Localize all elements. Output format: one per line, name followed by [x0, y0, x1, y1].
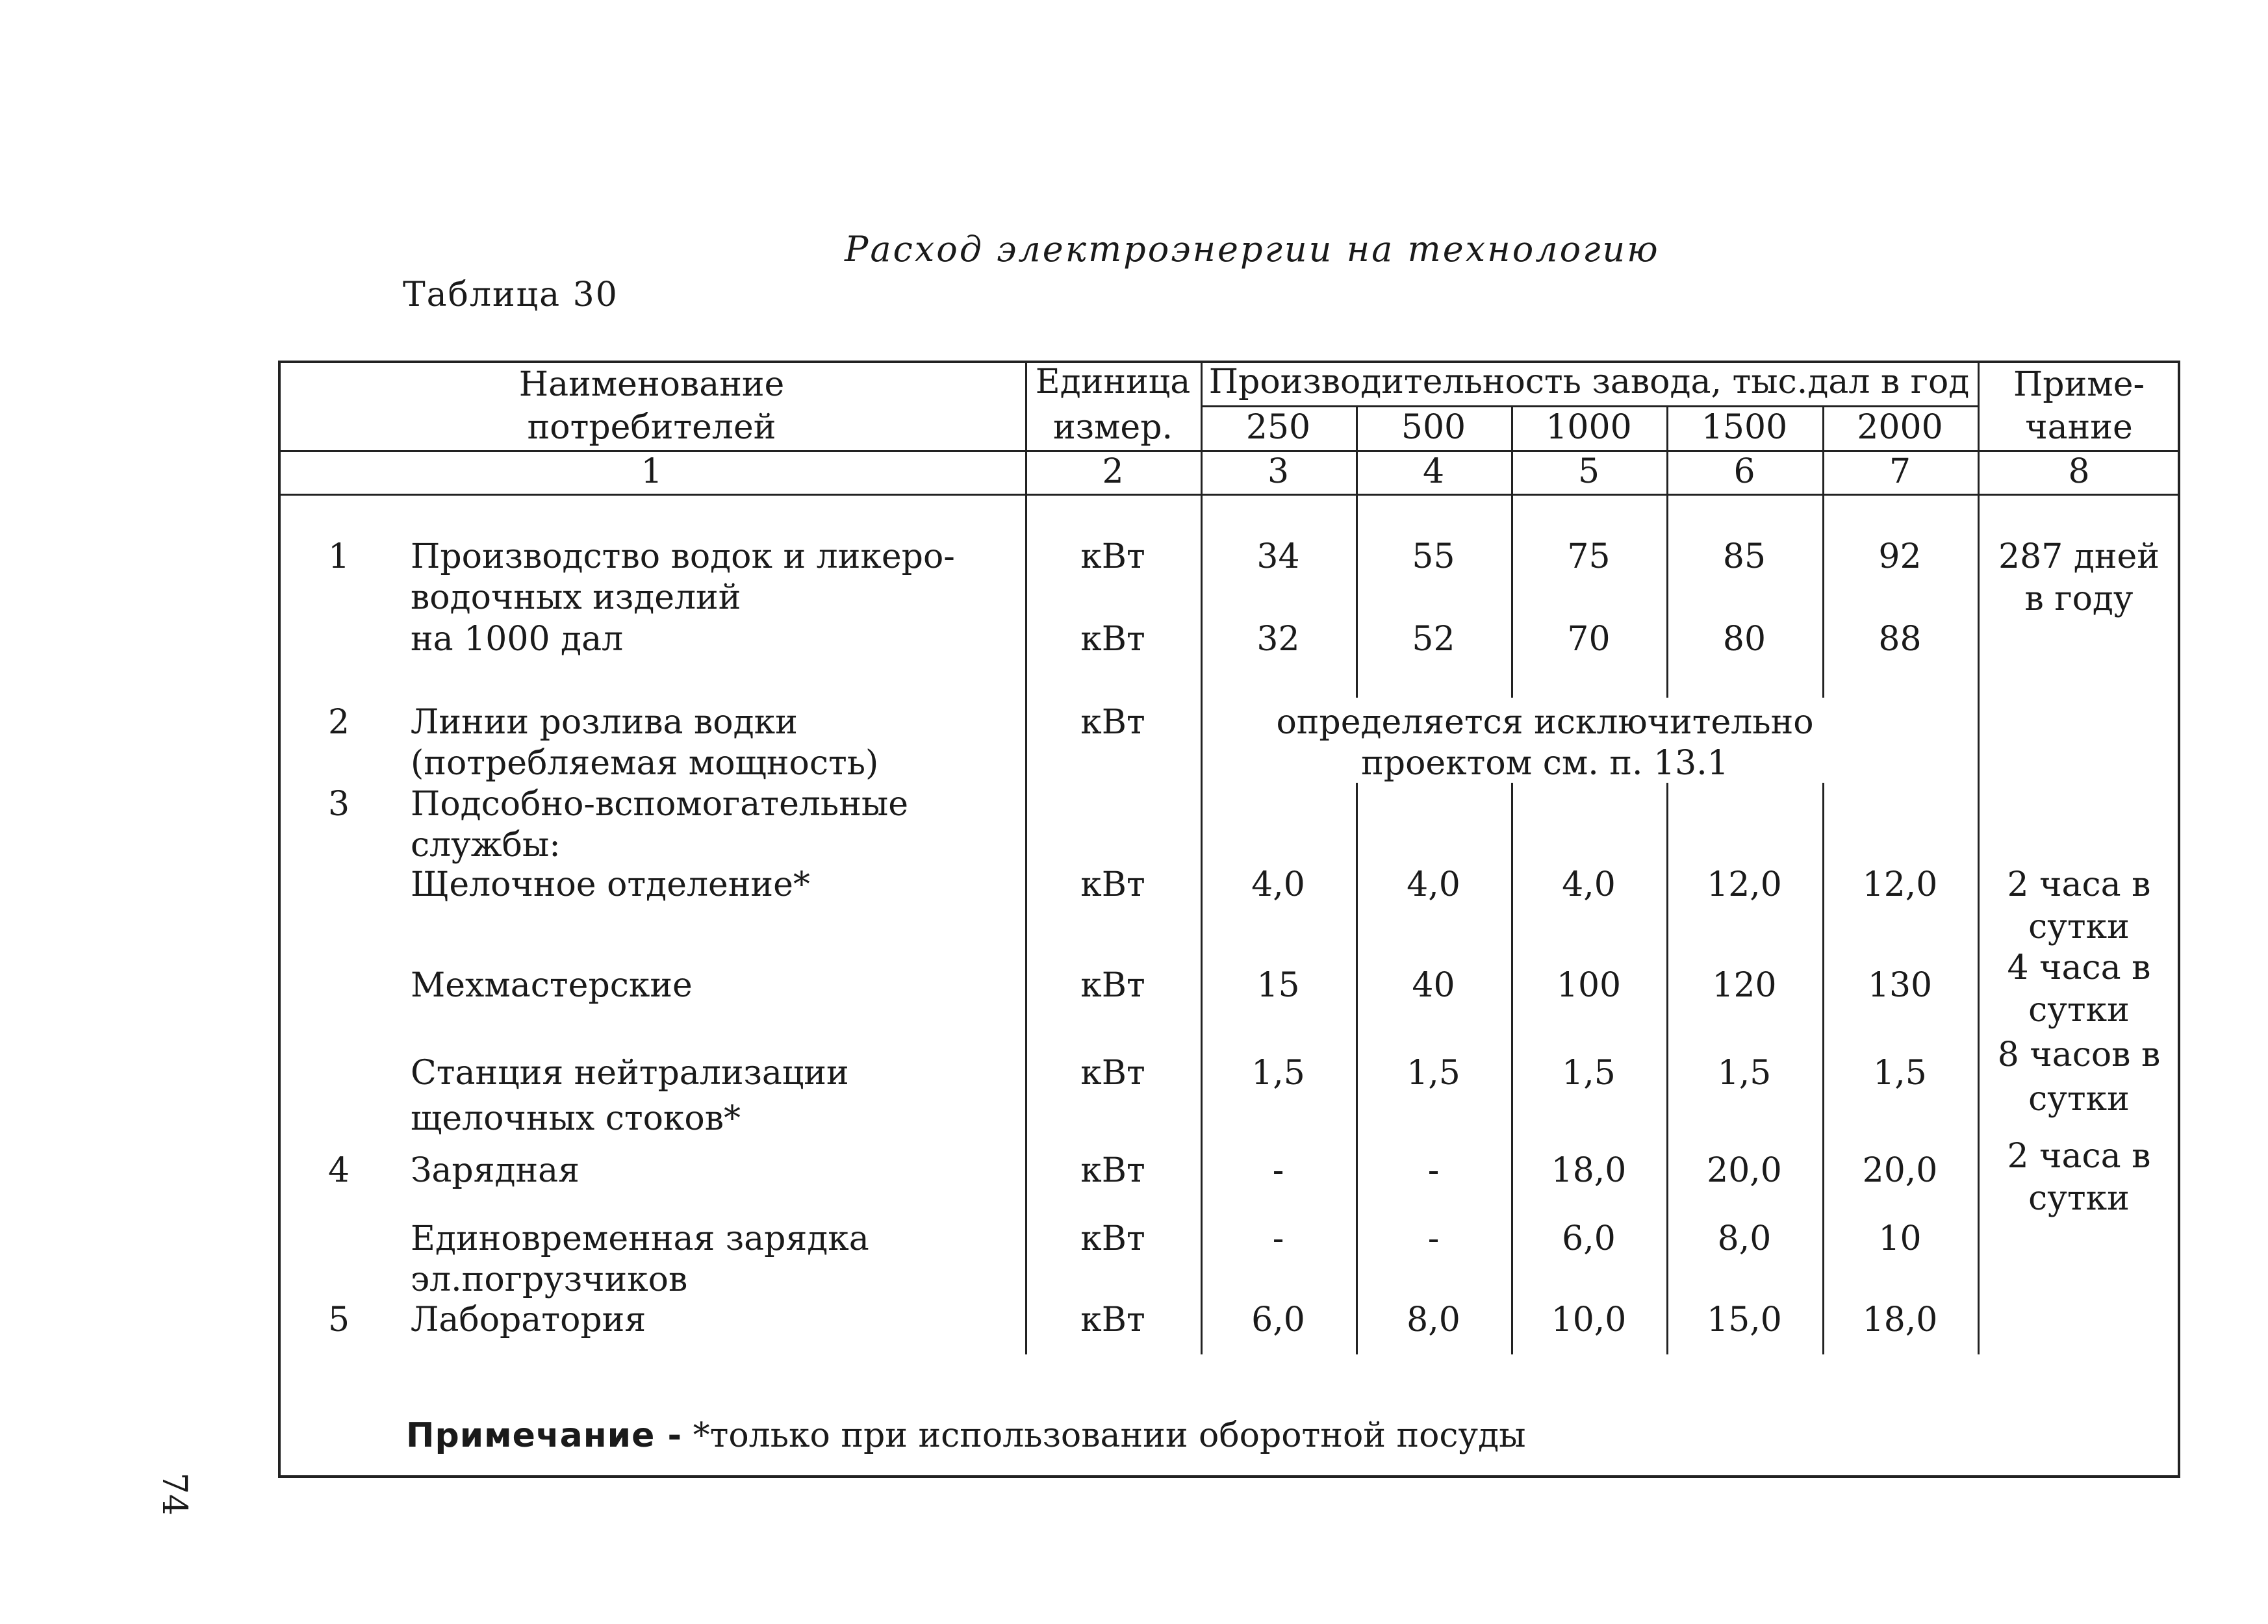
row-name-line: Станция нейтрализации [411, 1054, 849, 1093]
row-note-line: в году [2024, 579, 2134, 618]
row-note-line: сутки [2028, 1179, 2130, 1218]
footnote-text: *только при использовании оборотной посуды [693, 1416, 1526, 1455]
row-unit: кВт [1080, 865, 1145, 904]
row-value-250: 4,0 [1251, 865, 1305, 904]
header-unit-line1: Единица [1035, 362, 1191, 401]
row-note-line: сутки [2028, 907, 2130, 946]
row-value-1000: 10,0 [1551, 1300, 1627, 1339]
header-capacity-250: 250 [1245, 408, 1311, 447]
row-value-1500: 12,0 [1707, 865, 1782, 904]
row-span-text: проектом см. п. 13.1 [1361, 744, 1729, 783]
header-rule-bottom [278, 494, 2180, 496]
row-value-1000: 75 [1567, 537, 1611, 576]
col-number-2: 2 [1102, 452, 1124, 491]
row-note-line: 4 часа в [2007, 948, 2151, 987]
row-value-1000: 18,0 [1551, 1151, 1627, 1190]
header-capacity-2000: 2000 [1857, 408, 1943, 447]
row-value-1500: 20,0 [1707, 1151, 1782, 1190]
row-value-1000: 4,0 [1562, 865, 1616, 904]
row-value-500: 1,5 [1407, 1054, 1460, 1093]
row-value-500: - [1427, 1219, 1440, 1258]
row-value-1000: 70 [1567, 620, 1611, 659]
row-note-line: сутки [2028, 1080, 2130, 1119]
col-number-3: 3 [1267, 452, 1290, 491]
row-note-line: сутки [2028, 991, 2130, 1030]
col-divider-unit [1201, 361, 1203, 1354]
row-span-text: определяется исключительно [1276, 703, 1814, 742]
row-value-250: - [1272, 1151, 1284, 1190]
row-number: 1 [328, 537, 350, 576]
row-value-1000: 100 [1556, 966, 1622, 1005]
col-number-7: 7 [1889, 452, 1911, 491]
row-value-2000: 12,0 [1862, 865, 1938, 904]
row-name-line: на 1000 дал [411, 620, 624, 659]
row-value-250: - [1272, 1219, 1284, 1258]
row-name-line: Мехмастерские [411, 966, 693, 1005]
row-name-line: щелочных стоков* [411, 1099, 741, 1138]
header-capacity-1000: 1000 [1546, 408, 1632, 447]
row-note-line: 8 часов в [1997, 1035, 2161, 1074]
table-caption: Расход электроэнергии на технологию [845, 229, 1660, 270]
row-number: 5 [328, 1300, 350, 1339]
row-value-500: - [1427, 1151, 1440, 1190]
header-capacity-1500: 1500 [1701, 408, 1788, 447]
footnote-label: Примечание - [406, 1416, 683, 1455]
header-unit-line2: измер. [1052, 408, 1173, 447]
row-value-500: 4,0 [1407, 865, 1460, 904]
row-value-2000: 10 [1878, 1219, 1922, 1258]
header-capacity-500: 500 [1401, 408, 1466, 447]
col-number-4: 4 [1422, 452, 1445, 491]
row-name-line: Щелочное отделение* [411, 865, 810, 904]
row-name-line: Производство водок и ликеро- [411, 537, 955, 576]
row-unit: кВт [1080, 703, 1145, 742]
row-value-1000: 6,0 [1562, 1219, 1616, 1258]
row-value-1500: 120 [1712, 966, 1777, 1005]
table-label: Таблица 30 [403, 275, 618, 314]
row-name-line: Единовременная зарядка [411, 1219, 869, 1258]
row-value-500: 52 [1412, 620, 1455, 659]
row-value-1500: 1,5 [1717, 1054, 1772, 1093]
row-value-250: 6,0 [1251, 1300, 1305, 1339]
row-value-1500: 80 [1722, 620, 1766, 659]
row-value-500: 40 [1412, 966, 1455, 1005]
row-name-line: Подсобно-вспомогательные [411, 785, 909, 824]
row-value-250: 34 [1256, 537, 1300, 576]
header-name-line1: Наименование [518, 365, 785, 404]
col-number-6: 6 [1733, 452, 1755, 491]
header-capacity: Производительность завода, тыс.дал в год [1208, 362, 1970, 401]
row-name-line: эл.погрузчиков [411, 1260, 688, 1299]
row-name-line: водочных изделий [411, 578, 741, 617]
row-unit: кВт [1080, 620, 1145, 659]
row-value-500: 55 [1412, 537, 1455, 576]
header-note-line1: Приме- [2013, 365, 2145, 404]
row-unit: кВт [1080, 1054, 1145, 1093]
row-name-line: Лаборатория [411, 1300, 646, 1339]
row-number: 3 [328, 785, 350, 824]
footnote [406, 1416, 1526, 1455]
row-value-2000: 88 [1878, 620, 1922, 659]
row-unit: кВт [1080, 537, 1145, 576]
row-value-250: 32 [1256, 620, 1300, 659]
header-note-line2: чание [2025, 408, 2133, 447]
row-value-250: 15 [1256, 966, 1300, 1005]
row-value-2000: 18,0 [1862, 1300, 1938, 1339]
col-number-8: 8 [2068, 452, 2090, 491]
col-number-1: 1 [641, 452, 663, 491]
row-unit: кВт [1080, 1300, 1145, 1339]
row-value-1500: 8,0 [1717, 1219, 1772, 1258]
row-unit: кВт [1080, 1151, 1145, 1190]
row-value-2000: 130 [1867, 966, 1933, 1005]
row-value-2000: 92 [1878, 537, 1922, 576]
row-name-line: Линии розлива водки [411, 703, 798, 742]
row-name-line: службы: [411, 826, 561, 865]
row-value-1500: 15,0 [1707, 1300, 1782, 1339]
row-name-line: (потребляемая мощность) [411, 744, 879, 783]
col-number-5: 5 [1577, 452, 1600, 491]
row-note-line: 2 часа в [2007, 1137, 2151, 1176]
row-note-line: 287 дней [1998, 537, 2160, 576]
row-unit: кВт [1080, 1219, 1145, 1258]
header-name-line2: потребителей [527, 408, 776, 447]
row-name-line: Зарядная [411, 1151, 580, 1190]
page-number: 74 [155, 1472, 194, 1516]
row-value-1000: 1,5 [1562, 1054, 1616, 1093]
row-unit: кВт [1080, 966, 1145, 1005]
row-note-line: 2 часа в [2007, 865, 2151, 904]
row-number: 2 [328, 703, 350, 742]
row-value-2000: 1,5 [1873, 1054, 1927, 1093]
row-value-1500: 85 [1722, 537, 1766, 576]
row-value-2000: 20,0 [1862, 1151, 1938, 1190]
row-value-250: 1,5 [1251, 1054, 1305, 1093]
col-divider-name [1025, 361, 1027, 1354]
row-number: 4 [328, 1151, 350, 1190]
row-value-500: 8,0 [1407, 1300, 1460, 1339]
